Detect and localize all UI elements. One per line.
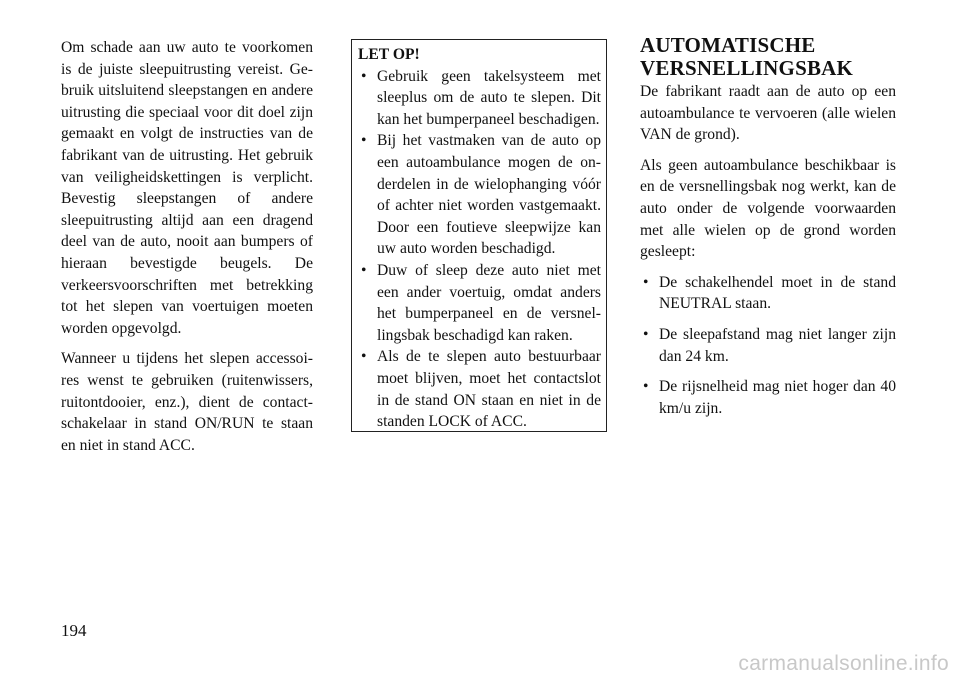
watermark: carmanualsonline.info [738,652,949,676]
warning-item: • Gebruik geen takelsysteem met sleeplus om de auto te slepen. Dit kan het bumperpaneel beschadigen. [358,66,601,131]
right-column [640,34,896,428]
page-number: 194 [61,621,87,640]
left-column [61,37,313,456]
warning-list [358,66,601,433]
conditions-list [640,272,896,420]
section-heading [640,34,896,80]
warning-item: • Als de te slepen auto bestuurbaar moet blijven, moet het contactslot in de stand ON staan en niet in de standen LOCK of ACC. [358,346,601,432]
warning-item: • Duw of sleep deze auto niet met een ander voertuig, omdat anders het bumperpaneel en de versnellingsbak beschadigd kan raken. [358,260,601,346]
warning-item: • Bij het vastmaken van de auto op een autoambulance mogen de onderdelen in de wielophanging vóór of achter niet worden vastgemaakt. Door een foutieve sleepwijze kan uw auto worden beschadigd. [358,130,601,260]
condition-item: • De rijsnelheid mag niet hoger dan 40 km/u zijn. [640,376,896,419]
section-heading-line2: VERSNELLINGSBAK [640,56,854,80]
conditions-paragraph: Als geen autoambulance beschikbaar is en de versnellingsbak nog werkt, kan de auto onder de volgende voorwaarden met alle wielen op de grond worden gesleept: [640,156,896,261]
warning-title: LET OP! [358,46,420,63]
section-heading-line1: AUTOMATISCHE [640,33,816,57]
towing-equipment-paragraph: Om schade aan uw auto te voorkomen is de juiste sleepuitrusting vereist. Gebruik uitsluitend sleepstangen en andere uitrusting die speciaal voor dit doel zijn gemaakt en volgt de instructies van de fabrikant van de uitrusting. Het gebruik van veiligheidskettingen is verplicht. Bevestig sleepstangen of andere sleepuitrusting altijd aan een dragend deel van de auto, nooit aan bumpers of hieraan bevestigde beugels. De verkeersvoorschriften met betrekking tot het slepen van voertuigen moeten worden opgevolgd. [61,39,313,337]
condition-item: • De schakelhendel moet in de stand NEUTRAL staan. [640,272,896,315]
condition-item: • De sleepafstand mag niet langer zijn dan 24 km. [640,324,896,367]
warning-box [351,39,607,432]
accessories-paragraph: Wanneer u tijdens het slepen accessoires wenst te gebruiken (ruitenwissers, ruitontdooier, enz.), dient de contactschakelaar in stand ON/RUN te staan en niet in stand ACC. [61,350,313,454]
manufacturer-advice-paragraph: De fabrikant raadt aan de auto op een autoambulance te vervoeren (alle wielen VAN de grond). [640,83,896,144]
